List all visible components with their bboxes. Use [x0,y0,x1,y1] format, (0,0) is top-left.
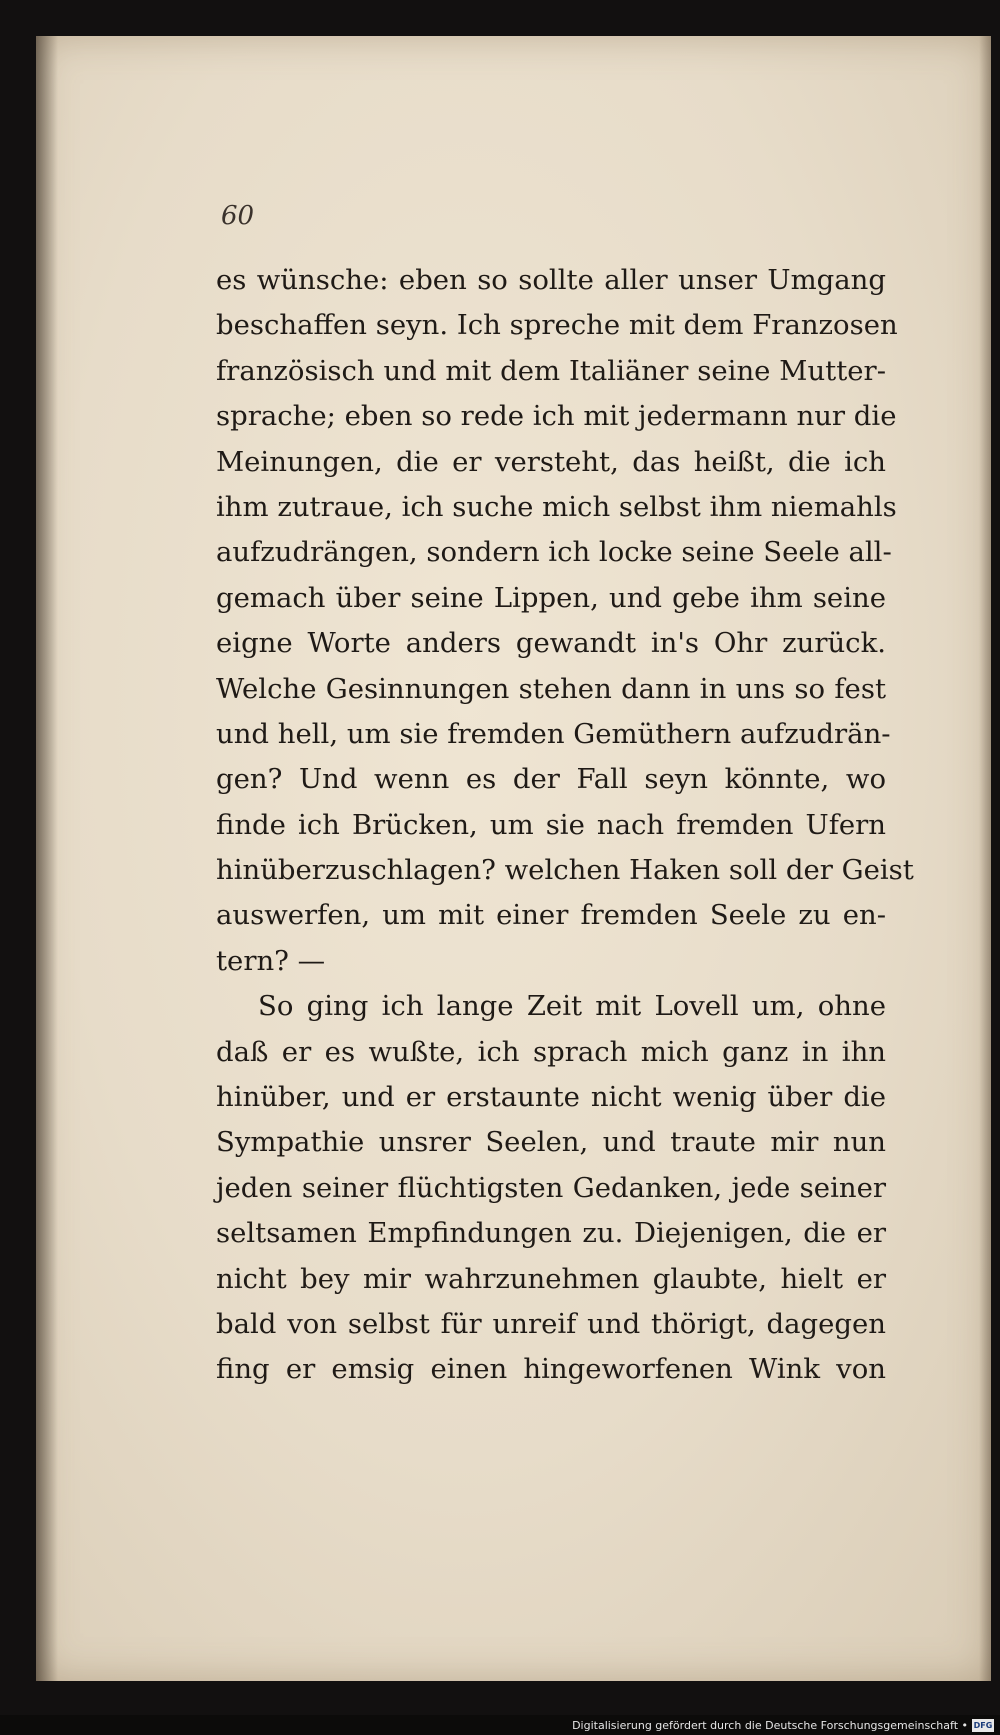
book-page [36,36,991,1681]
text-line: daß er es wußte, ich sprach mich ganz in ihn [216,1035,886,1068]
text-line: französisch und mit dem Italiäner seine Mutter- [216,354,886,387]
text-line: nicht bey mir wahrzunehmen glaubte, hielt er [216,1262,886,1295]
text-line: So ging ich lange Zeit mit Lovell um, ohne [258,990,886,1023]
text-line: eigne Worte anders gewandt in's Ohr zurück. [216,627,886,660]
text-line: bald von selbst für unreif und thörigt, dagegen [216,1307,886,1340]
footer-bar [0,1715,1000,1735]
text-line: hinüberzuschlagen? welchen Haken soll der Geist [216,854,914,887]
body-text [216,258,914,1393]
text-line: beschaffen seyn. Ich spreche mit dem Franzosen [216,309,898,342]
dfg-logo-icon: DFG [973,1721,993,1730]
text-line: finde ich Brücken, um sie nach fremden Ufern [216,808,886,841]
text-line: fing er emsig einen hingeworfenen Wink von [216,1353,886,1386]
text-line: Welche Gesinnungen stehen dann in uns so fest [216,672,886,705]
page-number: 60 [221,201,255,231]
text-line: gemach über seine Lippen, und gebe ihm seine [216,581,886,614]
text-line: auswerfen, um mit einer fremden Seele zu en- [216,899,886,932]
text-line: gen? Und wenn es der Fall seyn könnte, wo [216,763,886,796]
text-line: sprache; eben so rede ich mit jedermann nur die [216,400,897,433]
funding-credit: Digitalisierung gefördert durch die Deutsche Forschungsgemeinschaft • [572,1719,968,1732]
text-line: und hell, um sie fremden Gemüthern aufzudrän- [216,717,891,750]
text-line: Meinungen, die er versteht, das heißt, die ich [216,445,886,478]
text-line: jeden seiner flüchtigsten Gedanken, jede seiner [216,1171,886,1204]
text-line: ihm zutraue, ich suche mich selbst ihm niemahls [216,490,897,523]
text-line: Sympathie unsrer Seelen, und traute mir nun [216,1126,886,1159]
text-line: seltsamen Empfindungen zu. Diejenigen, die er [216,1217,886,1250]
text-line: es wünsche: eben so sollte aller unser Umgang [216,264,886,296]
text-line: aufzudrängen, sondern ich locke seine Seele all- [216,536,892,569]
text-line: hinüber, und er erstaunte nicht wenig über die [216,1081,886,1114]
text-line: tern? — [216,944,326,977]
spine-shadow [36,36,58,1681]
page-edge [979,36,991,1681]
